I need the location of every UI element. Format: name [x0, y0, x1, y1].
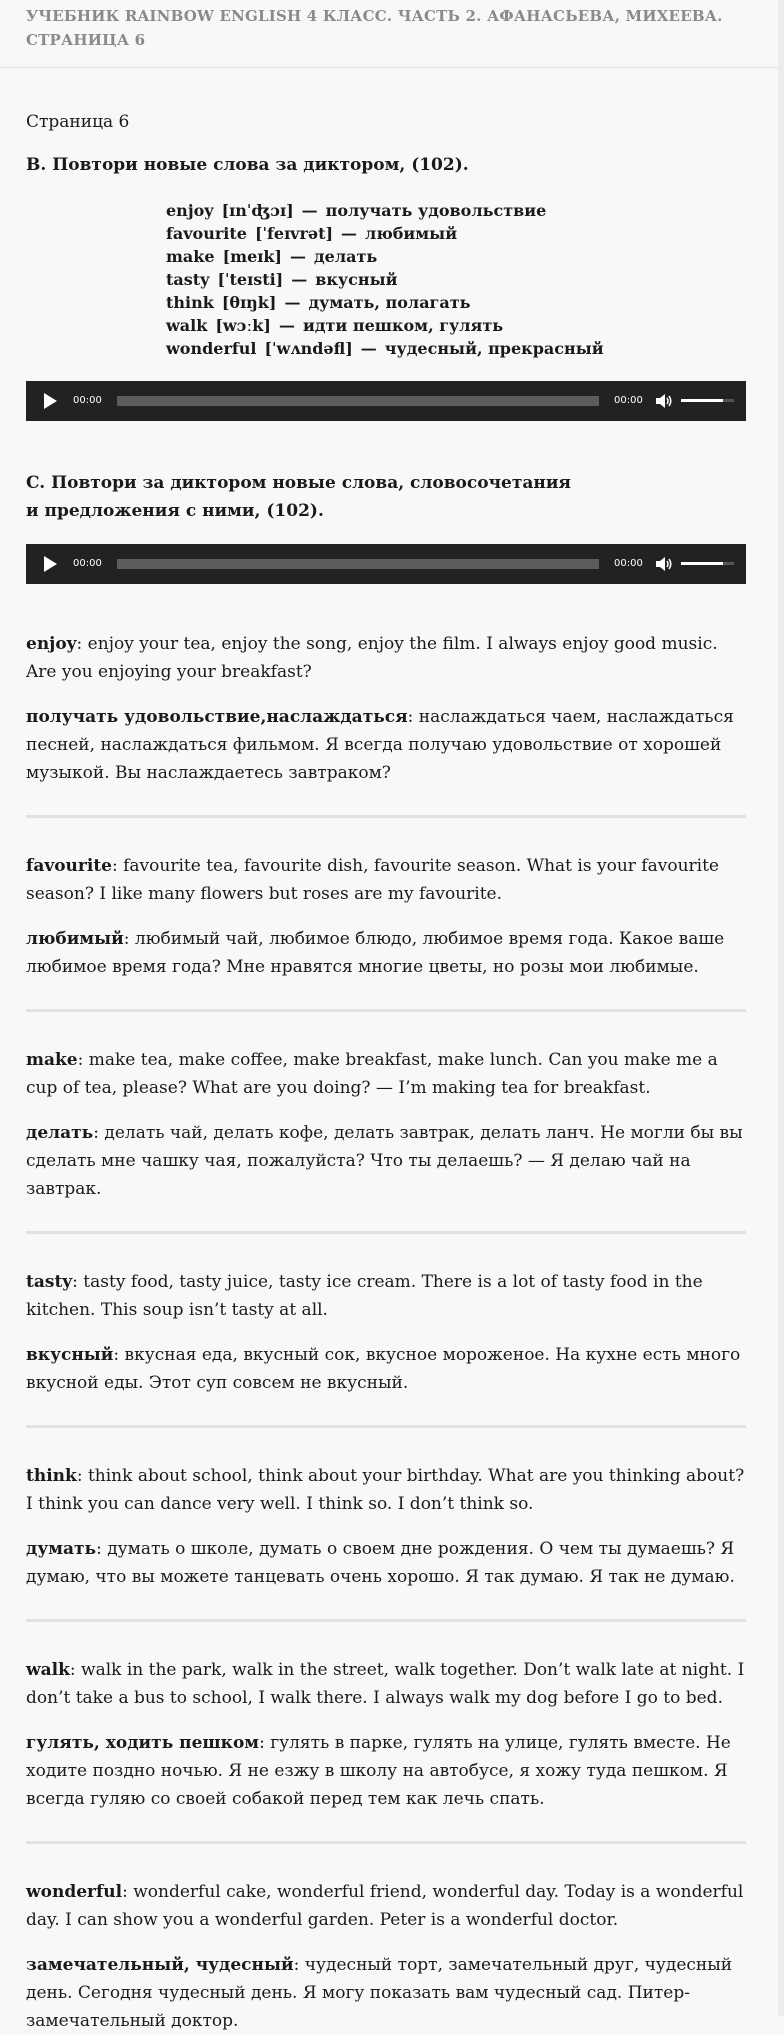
- section-b-heading: B. Повтори новые слова за диктором, (102).: [26, 155, 469, 175]
- entry-english: [26, 1268, 746, 1324]
- current-time: 00:00: [73, 558, 102, 569]
- divider: [26, 1425, 746, 1428]
- entry-russian: [26, 1729, 746, 1813]
- entry-russian: [26, 703, 746, 787]
- entry-text: : гулять в парке, гулять на улице, гулять вместе. Не ходите поздно ночью. Я не езжу в школу на автобусе, я хожу туда пешком. Я всегда гуляю со своей собакой перед тем как лечь спать.: [26, 1733, 731, 1809]
- entry-word: думать: [26, 1539, 97, 1559]
- vocab-transcription: [ˈwʌndəfl]: [264, 339, 353, 358]
- vocab-row: [166, 291, 746, 314]
- audio-player-c[interactable]: [26, 544, 746, 584]
- page-label: Страница 6: [26, 112, 130, 132]
- entry-russian: [26, 1951, 746, 2035]
- vocab-row: [166, 314, 746, 337]
- entry-english: [26, 1878, 746, 1934]
- page-header: [0, 0, 784, 68]
- vocab-transcription: [ˈteɪsti]: [217, 270, 284, 289]
- divider: [26, 1009, 746, 1012]
- vocab-transcription: [ɪnˈʤɔɪ]: [221, 201, 294, 220]
- play-icon[interactable]: [44, 393, 57, 409]
- volume-icon[interactable]: [654, 555, 672, 573]
- entry-word: wonderful: [26, 1882, 123, 1902]
- entry-text: : делать чай, делать кофе, делать завтрак, делать ланч. Не могли бы вы сделать мне чашку чая, пожалуйста? Что ты делаешь? — Я делаю чай на завтрак.: [26, 1123, 743, 1199]
- entry-word: favourite: [26, 856, 112, 876]
- entry-text: : вкусная еда, вкусный сок, вкусное мороженое. На кухне есть много вкусной еды. Этот суп совсем не вкусный.: [26, 1345, 741, 1393]
- vocab-word: enjoy: [166, 201, 214, 220]
- entry-word: любимый: [26, 929, 124, 949]
- entry-text: : tasty food, tasty juice, tasty ice cream. There is a lot of tasty food in the kitchen. This soup isn’t tasty at all.: [26, 1272, 703, 1320]
- entry-word: make: [26, 1050, 78, 1070]
- entry-russian: [26, 925, 746, 981]
- entry-block: [26, 1268, 746, 1397]
- entry-text: : чудесный торт, замечательный друг, чудесный день. Сегодня чудесный день. Я могу показать вам чудесный сад. Питер-замечательный доктор.: [26, 1955, 733, 2031]
- entry-english: [26, 1462, 746, 1518]
- vocab-translation: думать, полагать: [308, 293, 471, 312]
- total-time: 00:00: [614, 558, 643, 569]
- vocab-row: [166, 199, 746, 222]
- entry-block: [26, 852, 746, 981]
- entry-word: tasty: [26, 1272, 73, 1292]
- vocab-word: tasty: [166, 270, 210, 289]
- divider: [26, 1231, 746, 1234]
- vocab-dash: —: [284, 293, 301, 312]
- total-time: 00:00: [614, 395, 643, 406]
- vocab-translation: вкусный: [315, 270, 398, 289]
- entry-text: : favourite tea, favourite dish, favourite season. What is your favourite season? I like many flowers but roses are my favourite.: [26, 856, 719, 904]
- vocab-dash: —: [291, 270, 308, 289]
- entry-text: : любимый чай, любимое блюдо, любимое время года. Какое ваше любимое время года? Мне нравятся многие цветы, но розы мои любимые.: [26, 929, 725, 977]
- entry-text: : наслаждаться чаем, наслаждаться песней, наслаждаться фильмом. Я всегда получаю удовольствие от хорошей музыкой. Вы наслаждаетесь завтраком?: [26, 707, 734, 783]
- volume-fill: [681, 399, 723, 402]
- vocab-dash: —: [289, 247, 306, 266]
- current-time: 00:00: [73, 395, 102, 406]
- progress-bar[interactable]: [117, 396, 599, 406]
- volume-fill: [681, 562, 723, 565]
- vocab-word: make: [166, 247, 215, 266]
- volume-slider[interactable]: [681, 562, 734, 565]
- entry-block: [26, 1046, 746, 1203]
- page-title: УЧЕБНИК RAINBOW ENGLISH 4 КЛАСС. ЧАСТЬ 2. АФАНАСЬЕВА, МИХЕЕВА. СТРАНИЦА 6: [26, 7, 723, 49]
- entry-russian: [26, 1119, 746, 1203]
- vocab-word: think: [166, 293, 214, 312]
- vocab-row: [166, 268, 746, 291]
- main-content: [0, 110, 772, 2035]
- entry-block: [26, 1878, 746, 2035]
- entry-text: : enjoy your tea, enjoy the song, enjoy the film. I always enjoy good music. Are you enjoying your breakfast?: [26, 634, 718, 682]
- divider: [26, 815, 746, 818]
- section-c-heading: C. Повтори за диктором новые слова, словосочетания и предложения с ними, (102).: [26, 473, 571, 521]
- entry-word: вкусный: [26, 1345, 114, 1365]
- vocab-translation: получать удовольствие: [325, 201, 547, 220]
- volume-icon[interactable]: [654, 392, 672, 410]
- vocab-transcription: [wɔːk]: [215, 316, 271, 335]
- vocab-transcription: [ˈfeɪvrət]: [254, 224, 334, 243]
- entry-english: [26, 630, 746, 686]
- entry-word: получать удовольствие,наслаждаться: [26, 707, 408, 727]
- entry-english: [26, 852, 746, 908]
- entry-english: [26, 1656, 746, 1712]
- entry-word: гулять, ходить пешком: [26, 1733, 260, 1753]
- vocab-dash: —: [341, 224, 358, 243]
- vocab-translation: чудесный, прекрасный: [384, 339, 604, 358]
- entry-text: : walk in the park, walk in the street, walk together. Don’t walk late at night. I don’t take a bus to school, I walk there. I always walk my dog before I go to bed.: [26, 1660, 745, 1708]
- entry-word: замечательный, чудесный: [26, 1955, 294, 1975]
- vocab-word: favourite: [166, 224, 247, 243]
- play-icon[interactable]: [44, 556, 57, 572]
- vocab-transcription: [θɪŋk]: [221, 293, 277, 312]
- entry-russian: [26, 1341, 746, 1397]
- vocab-dash: —: [360, 339, 377, 358]
- vocab-row: [166, 245, 746, 268]
- vocab-translation: идти пешком, гулять: [302, 316, 504, 335]
- entry-word: walk: [26, 1660, 70, 1680]
- divider: [26, 1841, 746, 1844]
- page-right-edge: [778, 0, 784, 2016]
- audio-player-b[interactable]: [26, 381, 746, 421]
- entries-list: [26, 630, 746, 2035]
- vocab-dash: —: [278, 316, 295, 335]
- vocab-row: [166, 222, 746, 245]
- vocab-row: [166, 337, 746, 360]
- volume-slider[interactable]: [681, 399, 734, 402]
- entry-word: think: [26, 1466, 77, 1486]
- entry-text: : make tea, make coffee, make breakfast, make lunch. Can you make me a cup of tea, please? What are you doing? — I’m making tea for breakfast.: [26, 1050, 718, 1098]
- vocab-translation: любимый: [365, 224, 458, 243]
- divider: [26, 1619, 746, 1622]
- vocab-word: walk: [166, 316, 208, 335]
- entry-text: : думать о школе, думать о своем дне рождения. О чем ты думаешь? Я думаю, что вы можете танцевать очень хорошо. Я так думаю. Я так не думаю.: [26, 1539, 735, 1587]
- entry-word: делать: [26, 1123, 94, 1143]
- vocab-list: [166, 199, 746, 360]
- entry-word: enjoy: [26, 634, 77, 654]
- entry-text: : wonderful cake, wonderful friend, wonderful day. Today is a wonderful day. I can show you a wonderful garden. Peter is a wonderful doctor.: [26, 1882, 744, 1930]
- vocab-translation: делать: [313, 247, 378, 266]
- entry-english: [26, 1046, 746, 1102]
- entry-block: [26, 1656, 746, 1813]
- vocab-word: wonderful: [166, 339, 257, 358]
- entry-block: [26, 630, 746, 787]
- vocab-dash: —: [301, 201, 318, 220]
- entry-text: : think about school, think about your birthday. What are you thinking about? I think you can dance very well. I think so. I don’t think so.: [26, 1466, 745, 1514]
- progress-bar[interactable]: [117, 559, 599, 569]
- entry-block: [26, 1462, 746, 1591]
- vocab-transcription: [meɪk]: [222, 247, 282, 266]
- entry-russian: [26, 1535, 746, 1591]
